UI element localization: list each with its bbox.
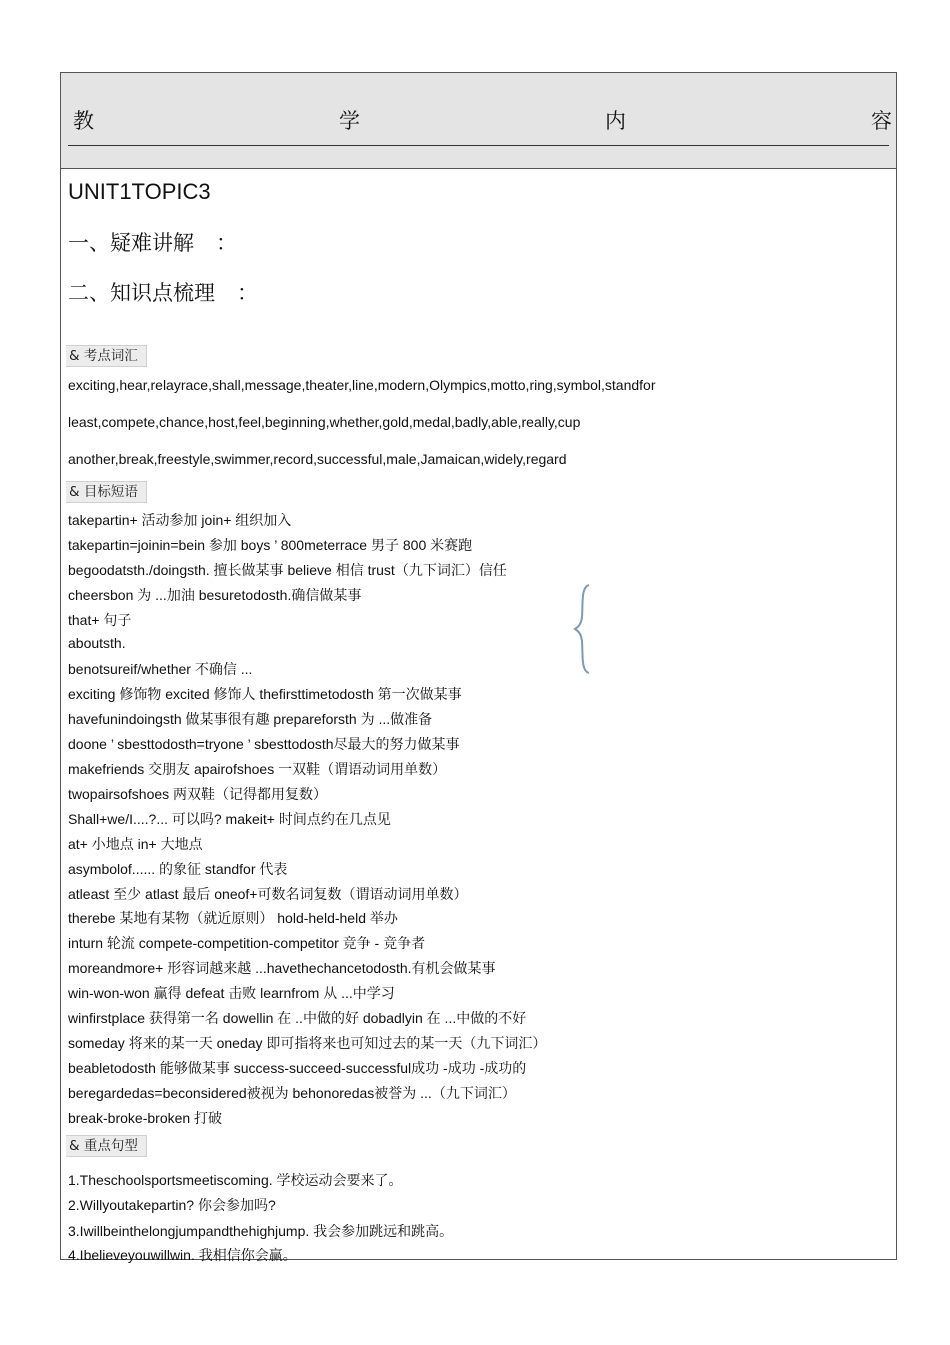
section-colon: ： [216,231,237,255]
phrase-line: begoodatsth./doingsth. 擅长做某事 believe 相信 trust（九下词汇）信任 [68,562,507,578]
sentence-line: 1.Theschoolsportsmeetiscoming. 学校运动会要来了。 [68,1172,403,1188]
phrase-line: twopairsofshoes 两双鞋（记得都用复数） [68,786,328,802]
phrase-line: takepartin=joinin=bein 参加 boys ’ 800meterrace 男子 800 米赛跑 [68,537,473,553]
phrase-line: benotsureif/whether 不确信 ... [68,661,253,677]
phrase-line: asymbolof...... 的象征 standfor 代表 [68,861,288,877]
phrase-line: winfirstplace 获得第一名 dowellin 在 ..中做的好 dobadlyin 在 ...中做的不好 [68,1010,527,1026]
phrase-line: that+ 句子 [68,612,132,628]
vocab-line: least,compete,chance,host,feel,beginning,whether,gold,medal,badly,able,really,cup [68,414,581,430]
table-header [61,73,896,169]
sentence-line: 3.Iwillbeinthelongjumpandthehighjump. 我会参加跳远和跳高。 [68,1223,454,1239]
vocab-tag: & 考点词汇 [66,345,147,367]
phrase-line: therebe 某地有某物（就近原则） hold-held-held 举办 [68,910,398,926]
header-char: 教 [73,109,94,133]
phrase-line: beregardedas=beconsidered被视为 behonoredas被誉为 ...（九下词汇） [68,1085,516,1101]
phrase-line: someday 将来的某一天 oneday 即可指将来也可知过去的某一天（九下词汇） [68,1035,547,1051]
phrase-line: break-broke-broken 打破 [68,1110,223,1126]
section-title: 一、疑难讲解 [68,231,194,255]
phrase-line: moreandmore+ 形容词越来越 ...havethechancetodosth.有机会做某事 [68,960,496,976]
phrase-line: cheersbon 为 ...加油 besuretodosth.确信做某事 [68,587,362,603]
vocab-line: another,break,freestyle,swimmer,record,successful,male,Jamaican,widely,regard [68,451,567,467]
sentences-tag: & 重点句型 [66,1135,147,1157]
unit-title: UNIT1TOPIC3 [68,179,211,204]
phrase-line: doone ’ sbesttodosth=tryone ’ sbesttodosth尽最大的努力做某事 [68,736,460,752]
phrase-line: exciting 修饰物 excited 修饰人 thefirsttimetodosth 第一次做某事 [68,686,462,702]
phrase-line: takepartin+ 活动参加 join+ 组织加入 [68,512,292,528]
header-char: 内 [605,109,626,133]
section-heading [68,227,237,257]
phrase-line: atleast 至少 atlast 最后 oneof+可数名词复数（谓语动词用单数） [68,886,468,902]
content-table [60,72,897,1263]
phrase-line: havefunindoingsth 做某事很有趣 prepareforsth 为 ...做准备 [68,711,433,727]
phrase-line: makefriends 交朋友 apairofshoes 一双鞋（谓语动词用单数） [68,761,447,777]
phrase-line: aboutsth. [68,635,126,651]
phrase-line: beabletodosth 能够做某事 success-succeed-successful成功 -成功 -成功的 [68,1060,527,1076]
vocab-line: exciting,hear,relayrace,shall,message,theater,line,modern,Olympics,motto,ring,symbol,standfor [68,377,656,393]
phrases-tag: & 目标短语 [66,481,147,503]
section-colon: ： [237,281,258,305]
phrase-line: inturn 轮流 compete-competition-competitor 竞争 - 竞争者 [68,935,426,951]
header-divider [68,145,889,146]
section-title: 二、知识点梳理 [68,281,215,305]
phrase-line: Shall+we/I....?... 可以吗? makeit+ 时间点约在几点见 [68,811,391,827]
header-char: 容 [871,109,892,133]
sentence-line: 4.Ibelieveyouwillwin. 我相信你会赢。 [68,1247,297,1263]
sentence-line: 2.Willyoutakepartin? 你会参加吗? [68,1197,276,1213]
phrase-line: win-won-won 赢得 defeat 击败 learnfrom 从 ...中学习 [68,985,395,1001]
section-heading [68,277,258,307]
curly-brace-icon [573,583,593,675]
header-char: 学 [339,109,360,133]
phrase-line: at+ 小地点 in+ 大地点 [68,836,203,852]
